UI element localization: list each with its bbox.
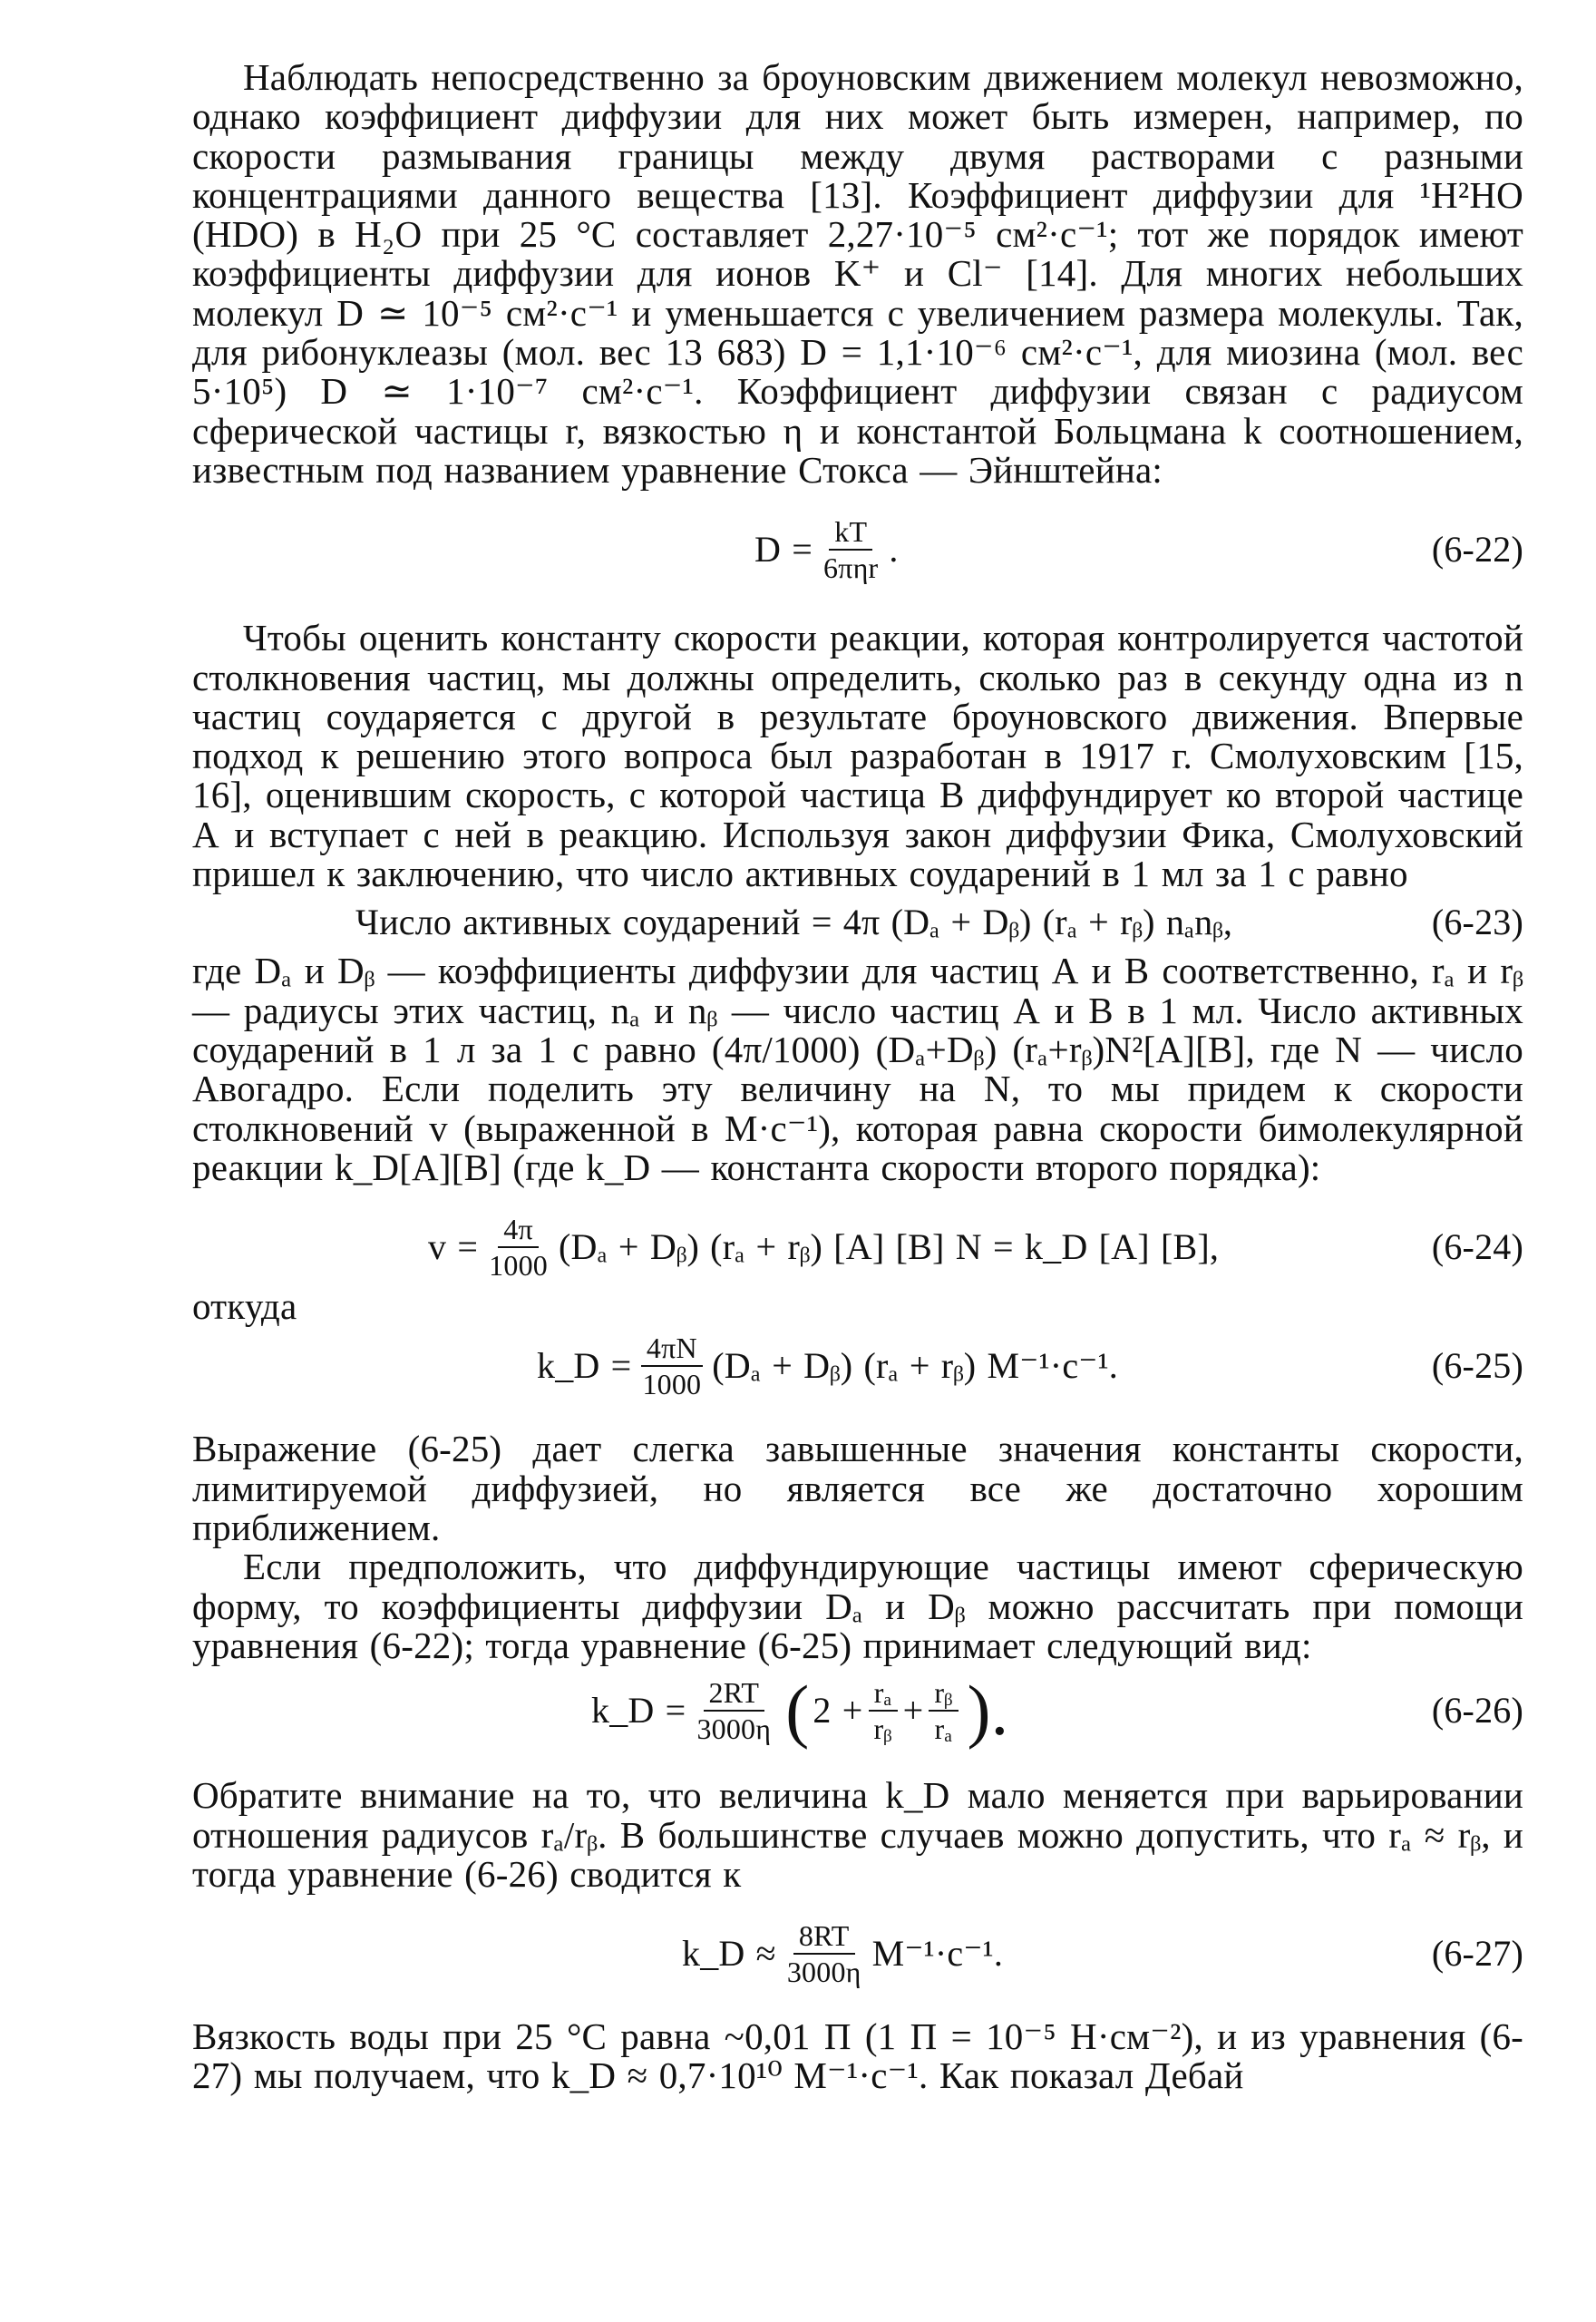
equation-6-24-rest: (Dₐ + Dᵦ) (rₐ + rᵦ) [A] [B] N = k_D [A] [B], bbox=[558, 1226, 1220, 1268]
equation-6-24-numerator: 4π bbox=[498, 1214, 539, 1248]
equation-6-27-formula bbox=[682, 1914, 1003, 1994]
equation-6-27-rest: М⁻¹·с⁻¹. bbox=[871, 1933, 1004, 1975]
paragraph-definitions: где Dₐ и Dᵦ — коэффициенты диффузии для частиц А и В соответственно, rₐ и rᵦ — радиусы этих частиц, nₐ и nᵦ — число частиц А и В в 1 мл. Число активных соударений в 1 л за 1 с равно (4π/1000) (Dₐ+Dᵦ) (rₐ+rᵦ)N²[A][B], где N — число Авогадро. Если поделить эту величину на N, то мы придем к скорости столкновений v (выраженной в М·с⁻¹), которая равна скорости бимолекулярной реакции k_D[A][B] (где k_D — константа скорости второго порядка): bbox=[192, 950, 1523, 1188]
equation-6-24-formula bbox=[428, 1207, 1219, 1287]
equation-6-27-lhs: k_D ≈ bbox=[682, 1933, 776, 1975]
equation-6-24-fraction bbox=[483, 1214, 553, 1281]
equation-6-26-close-paren: ). bbox=[967, 1671, 1009, 1751]
paragraph-diffusion-intro: Наблюдать непосредственно за броуновским движением молекул невозможно, однако коэффициент диффузии для них может быть измерен, например, по скорости размывания границы между двумя растворами с разными концентрациями данного вещества [13]. Коэффициент диффузии для ¹H²HO (HDO) в H₂O при 25 °С составляет 2,27·10⁻⁵ см²·с⁻¹; тот же порядок имеют коэффициенты диффузии для ионов K⁺ и Cl⁻ [14]. Для многих небольших молекул D ≃ 10⁻⁵ см²·с⁻¹ и уменьшается с увеличением размера молекулы. Так, для рибонуклеазы (мол. вес 13 683) D = 1,1·10⁻⁶ см²·с⁻¹, для миозина (мол. вес 5·10⁵) D ≃ 1·10⁻⁷ см²·с⁻¹. Коэффициент диффузии связан с радиусом сферической частицы r, вязкостью η и константой Больцмана k соотношением, известным под названием уравнение Стокса — Эйнштейна: bbox=[192, 56, 1523, 491]
equation-6-22-label: (6-22) bbox=[1431, 529, 1523, 571]
equation-6-26 bbox=[192, 1665, 1523, 1756]
equation-6-25-numerator: 4πN bbox=[641, 1332, 703, 1367]
equation-6-27 bbox=[192, 1914, 1523, 1994]
equation-6-26-open-paren: ( bbox=[785, 1671, 810, 1751]
equation-6-26-ratio-a-den: rᵦ bbox=[873, 1712, 892, 1746]
paragraph-radius-ratio: Обратите внимание на то, что величина k_D мало меняется при варьировании отношения радиусов rₐ/rᵦ. В большинстве случаев можно допустить, что rₐ ≈ rᵦ, и тогда уравнение (6-26) сводится к bbox=[192, 1774, 1523, 1895]
equation-6-26-ratio-a-num: rₐ bbox=[869, 1677, 898, 1712]
page-text bbox=[192, 58, 1523, 2096]
equation-6-22-denominator: 6πηr bbox=[823, 551, 879, 585]
equation-6-26-ratio-b-den: rₐ bbox=[934, 1712, 953, 1746]
equation-6-23-formula: Число активных соударений = 4π (Dₐ + Dᵦ) (rₐ + rᵦ) nₐnᵦ, bbox=[355, 902, 1233, 943]
equation-6-23 bbox=[192, 893, 1523, 951]
equation-6-22-numerator: kT bbox=[829, 516, 872, 551]
equation-6-25 bbox=[192, 1326, 1523, 1406]
equation-6-22-tail: . bbox=[889, 529, 899, 571]
equation-6-25-label: (6-25) bbox=[1431, 1345, 1523, 1387]
equation-6-26-ratio-a bbox=[869, 1677, 898, 1744]
equation-6-22-lhs: D = bbox=[754, 529, 813, 571]
equation-6-22-fraction bbox=[818, 516, 883, 583]
equation-6-27-label: (6-27) bbox=[1431, 1933, 1523, 1975]
equation-6-26-lhs: k_D = bbox=[591, 1690, 686, 1732]
equation-6-26-label: (6-26) bbox=[1431, 1690, 1523, 1732]
equation-6-26-formula bbox=[591, 1665, 1012, 1756]
paragraph-smoluchowski: Чтобы оценить константу скорости реакции, которая контролируется частотой столкновения частиц, мы должны определить, сколько раз в секунду одна из n частиц соударяется с другой в результате броуновского движения. Впервые подход к решению этого вопроса был разработан в 1917 г. Смолуховским [15, 16], оценившим скорость, с которой частица В диффундирует ко второй частице А и вступает с ней в реакцию. Используя закон диффузии Фика, Смолуховский пришел к заключению, что число активных соударений в 1 мл за 1 с равно bbox=[192, 617, 1523, 895]
paragraph-overestimate: Выражение (6-25) дает слегка завышенные значения константы скорости, лимитируемой диффузией, но является все же достаточно хорошим приближением. bbox=[192, 1428, 1523, 1549]
equation-6-23-label: (6-23) bbox=[1431, 902, 1523, 943]
equation-6-26-denominator: 3000η bbox=[696, 1712, 772, 1746]
equation-6-25-formula bbox=[537, 1326, 1118, 1406]
equation-6-26-ratio-b-num: rᵦ bbox=[929, 1677, 958, 1712]
equation-6-25-denominator: 1000 bbox=[642, 1368, 702, 1401]
equation-6-26-ratio-b bbox=[929, 1677, 958, 1744]
equation-6-26-plus: + bbox=[902, 1690, 924, 1732]
equation-6-26-fraction bbox=[691, 1677, 776, 1744]
equation-6-26-numerator: 2RT bbox=[704, 1677, 765, 1712]
equation-6-24 bbox=[192, 1207, 1523, 1287]
equation-6-26-two: 2 + bbox=[813, 1690, 863, 1732]
equation-6-22-formula bbox=[754, 510, 899, 590]
equation-6-27-denominator: 3000η bbox=[786, 1956, 861, 1989]
equation-6-27-fraction bbox=[782, 1920, 867, 1987]
equation-6-24-lhs: v = bbox=[428, 1226, 479, 1268]
equation-6-25-fraction bbox=[637, 1332, 706, 1400]
equation-6-22 bbox=[192, 510, 1523, 590]
equation-6-27-numerator: 8RT bbox=[793, 1920, 855, 1955]
word-otkuda: откуда bbox=[192, 1285, 297, 1328]
equation-6-25-lhs: k_D = bbox=[537, 1345, 632, 1387]
paragraph-spherical: Если предположить, что диффундирующие частицы имеют сферическую форму, то коэффициенты диффузии Dₐ и Dᵦ можно рассчитать при помощи уравнения (6-22); тогда уравнение (6-25) принимает следующий вид: bbox=[192, 1546, 1523, 1666]
equation-6-24-denominator: 1000 bbox=[489, 1249, 548, 1283]
equation-6-25-rest: (Dₐ + Dᵦ) (rₐ + rᵦ) М⁻¹·с⁻¹. bbox=[712, 1345, 1118, 1387]
equation-6-24-label: (6-24) bbox=[1431, 1226, 1523, 1268]
paragraph-water-viscosity: Вязкость воды при 25 °С равна ~0,01 П (1 П = 10⁻⁵ Н·см⁻²), и из уравнения (6-27) мы получаем, что k_D ≈ 0,7·10¹⁰ М⁻¹·с⁻¹. Как показал Дебай bbox=[192, 2015, 1523, 2097]
